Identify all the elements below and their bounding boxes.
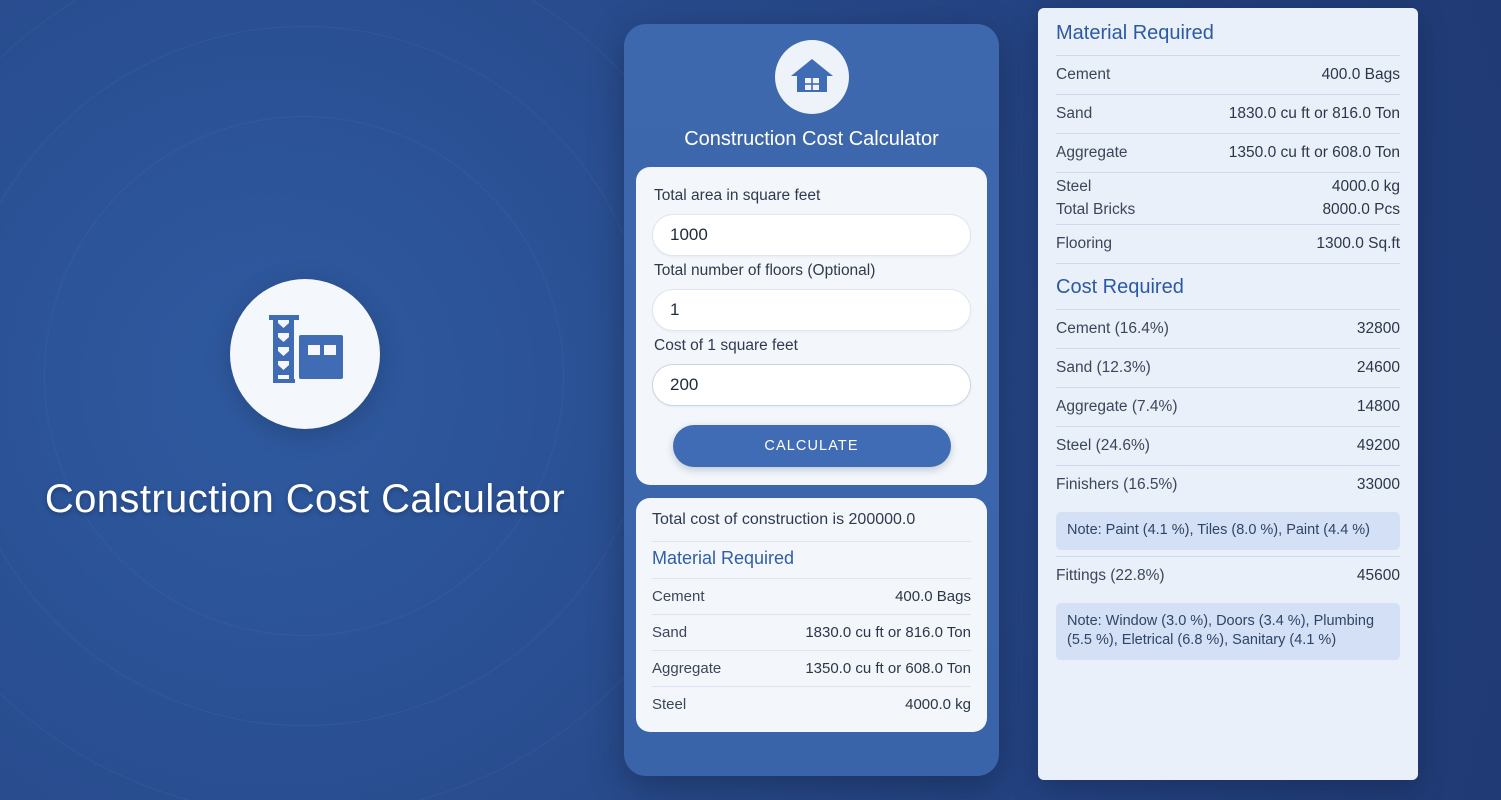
total-cost-text: Total cost of construction is 200000.0 [652,511,916,528]
material-row-label: Sand [1056,105,1093,122]
calculate-button[interactable]: CALCULATE [673,425,951,467]
cost-row [1056,387,1400,426]
result-row-label: Steel [652,696,687,713]
material-row-value: 400.0 Bags [1321,66,1400,83]
hero-section [0,0,610,800]
cost-row [1056,465,1400,504]
material-row-label: Cement [1056,66,1111,83]
app-title: Construction Cost Calculator [684,128,939,150]
result-row [652,614,971,650]
result-row-value: 4000.0 kg [905,696,971,713]
cost-row [1056,348,1400,387]
cost-row-label: Cement (16.4%) [1056,320,1169,337]
cost-per-sqft-input[interactable] [652,364,971,406]
material-row-label: Steel [1056,178,1092,195]
material-row-label: Total Bricks [1056,201,1136,218]
total-floors-input[interactable] [652,289,971,331]
material-row-label: Flooring [1056,235,1112,252]
cost-row-label: Fittings (22.8%) [1056,566,1165,584]
phone-app-window [624,24,999,776]
material-row [1056,55,1400,94]
cost-row-value: 14800 [1356,398,1400,415]
cost-row [1056,556,1400,595]
material-row-value: 1830.0 cu ft or 816.0 Ton [1228,105,1400,122]
result-row [652,650,971,686]
cost-row-value: 24600 [1356,359,1400,376]
app-header [636,24,987,167]
result-row-value: 1830.0 cu ft or 816.0 Ton [805,624,971,641]
result-row-label: Cement [652,588,705,605]
material-row-label: Aggregate [1056,144,1128,161]
cost-row-label: Steel (24.6%) [1056,437,1150,454]
panel-cost-heading: Cost Required [1056,263,1400,309]
panel-material-heading: Material Required [1056,22,1214,44]
material-row [1056,172,1400,201]
total-area-label: Total area in square feet [654,187,821,204]
result-row-value: 1350.0 cu ft or 608.0 Ton [805,660,971,677]
cost-row-value: 49200 [1356,437,1400,454]
house-icon [789,52,835,103]
total-area-input[interactable] [652,214,971,256]
input-form-card [636,167,987,485]
material-row [1056,201,1400,224]
material-row [1056,133,1400,172]
app-header-logo [775,40,849,114]
cost-row [1056,309,1400,348]
result-row-value: 400.0 Bags [895,588,971,605]
material-row [1056,94,1400,133]
cost-per-sqft-label: Cost of 1 square feet [654,337,798,354]
hero-title: Construction Cost Calculator [44,476,566,521]
result-card [636,498,987,732]
material-row-value: 1300.0 Sq.ft [1316,235,1400,252]
cost-row-label: Aggregate (7.4%) [1056,398,1178,415]
cost-row-label: Finishers (16.5%) [1056,476,1178,493]
cost-row-value: 33000 [1356,476,1400,493]
details-panel [1038,8,1418,780]
construction-crane-building-icon [259,305,351,402]
result-row [652,686,971,722]
material-row-value: 1350.0 cu ft or 608.0 Ton [1228,144,1400,161]
cost-row-label: Sand (12.3%) [1056,359,1151,376]
result-row [652,578,971,614]
material-row [1056,224,1400,263]
app-logo [230,279,380,429]
result-row-label: Sand [652,624,688,641]
fittings-note: Note: Window (3.0 %), Doors (3.4 %), Plumbing (5.5 %), Eletrical (6.8 %), Sanitary (4.1 %) [1056,603,1400,660]
material-row-value: 8000.0 Pcs [1322,201,1400,218]
total-floors-label: Total number of floors (Optional) [654,262,876,279]
cost-row [1056,426,1400,465]
result-row-label: Aggregate [652,660,722,677]
finishers-note: Note: Paint (4.1 %), Tiles (8.0 %), Paint (4.4 %) [1056,512,1400,550]
material-row-value: 4000.0 kg [1331,178,1400,195]
cost-row-value: 45600 [1356,566,1400,584]
result-material-heading: Material Required [652,541,971,578]
cost-row-value: 32800 [1356,320,1400,337]
